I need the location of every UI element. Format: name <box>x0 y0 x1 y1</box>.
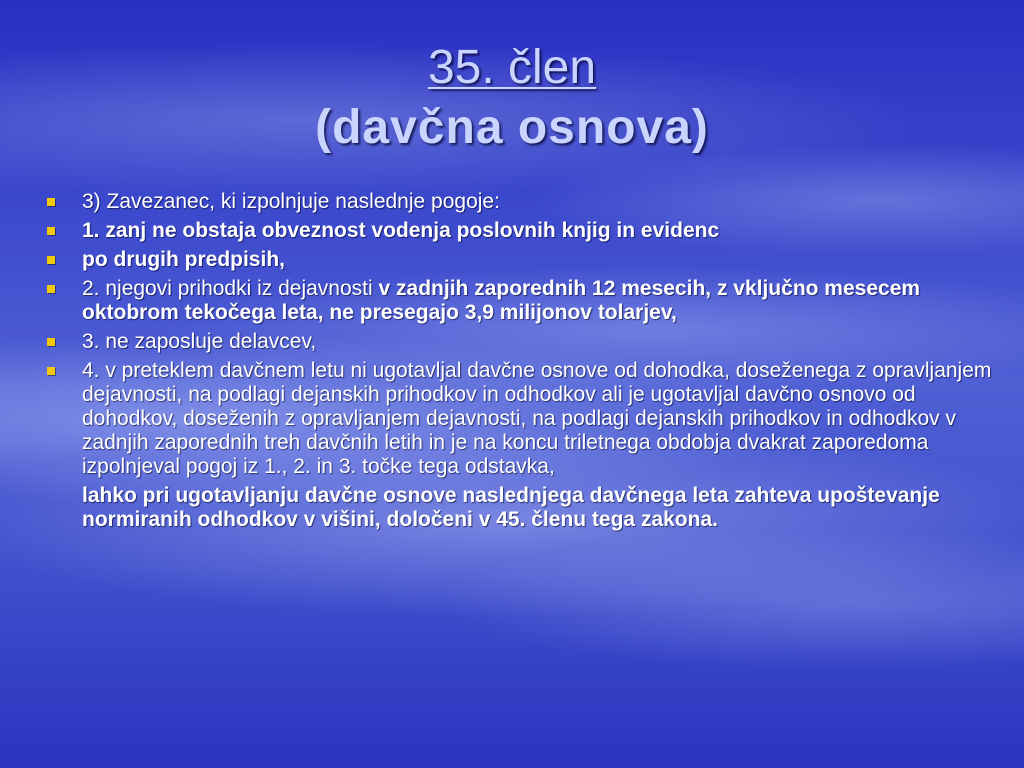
item-text: 4. v preteklem davčnem letu ni ugotavljal davčne osnove od dohodka, doseženega z opravljanjem dejavnosti, na podlagi dejanskih prihodkov in odhodkov ali je ugotavljal davčno osnovo od dohodkov, doseženih z opravljanjem dejavnosti, na podlagi dejanskih prihodkov in odhodkov v zadnjih zaporednih treh davčnih letih in je na koncu triletnega obdobja dvakrat zaporedoma izpolnjeval pogoj iz 1., 2. in 3. točke tega odstavka, <box>82 359 992 478</box>
list-item <box>44 359 994 479</box>
item-text: 3) Zavezanec, ki izpolnjuje naslednje pogoje: <box>82 190 500 213</box>
slide-title <box>0 38 1024 158</box>
list-item <box>44 219 994 243</box>
square-bullet-icon <box>47 338 55 346</box>
item-text: po drugih predpisih, <box>82 248 285 271</box>
square-bullet-icon <box>47 367 55 375</box>
title-subtitle: (davčna osnova) <box>315 101 709 154</box>
square-bullet-icon <box>47 256 55 264</box>
item-text: 3. ne zaposluje delavcev, <box>82 330 317 353</box>
list-item <box>44 190 994 214</box>
square-bullet-icon <box>47 198 55 206</box>
item-text: 1. zanj ne obstaja obveznost vodenja poslovnih knjig in evidenc <box>82 219 720 242</box>
item-text-bold: v zadnjih zaporednih 12 mesecih, z vključno mesecem oktobrom tekočega leta, ne presegajo 3,9 milijonov tolarjev, <box>82 277 921 324</box>
item-text-normal: 2. njegovi prihodki iz dejavnosti <box>82 277 379 300</box>
list-item <box>44 248 994 272</box>
list-item <box>44 330 994 354</box>
square-bullet-icon <box>47 227 55 235</box>
list-item <box>44 277 994 325</box>
title-link[interactable]: 35. člen <box>427 41 597 94</box>
slide-content <box>44 190 994 532</box>
square-bullet-icon <box>47 285 55 293</box>
closing-paragraph: lahko pri ugotavljanju davčne osnove naslednjega davčnega leta zahteva upoštevanje normiranih odhodkov v višini, določeni v 45. členu tega zakona. <box>82 484 940 531</box>
